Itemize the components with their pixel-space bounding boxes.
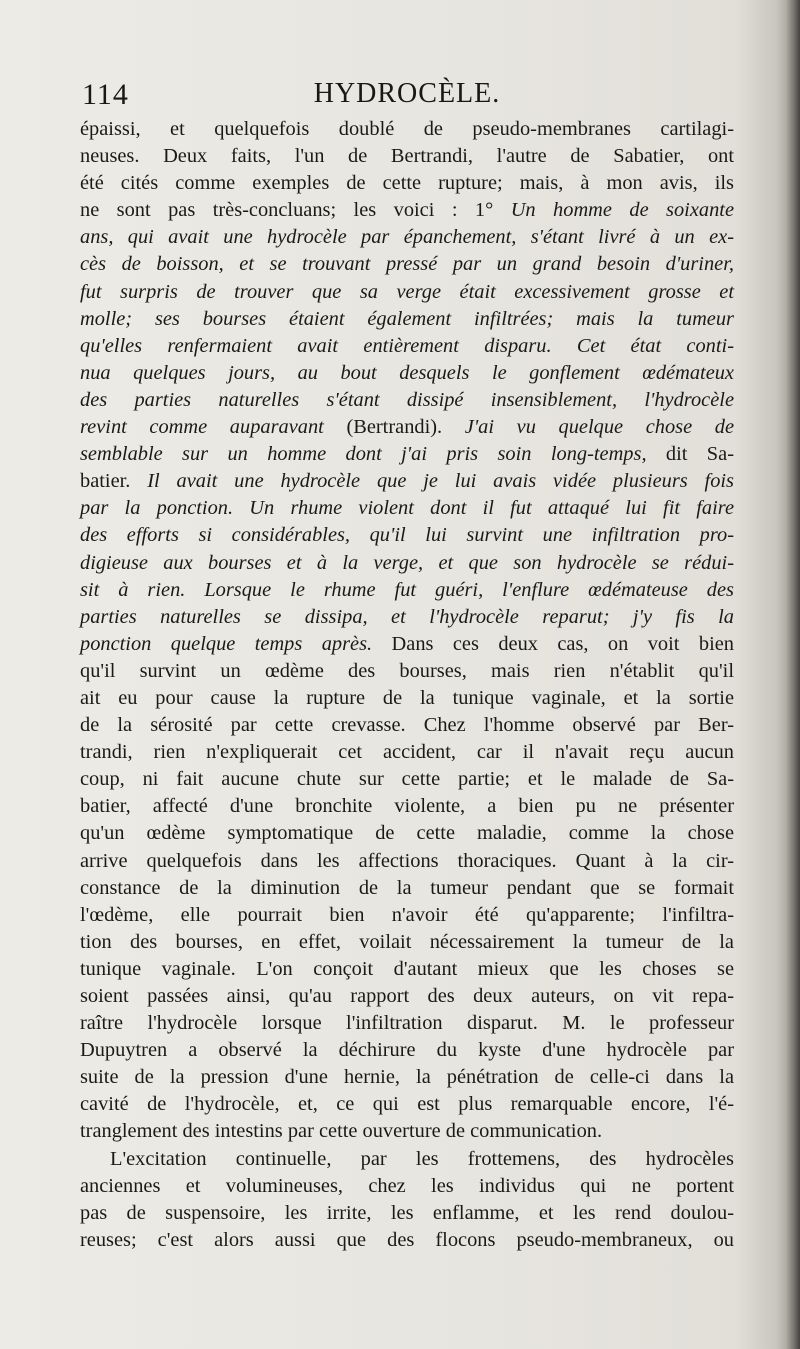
italic-text-run: Il avait une hydrocèle que je lui avais vidée plusieurs fois [147,470,734,493]
text-line [80,929,734,956]
text-line [80,875,734,902]
text-line [80,631,734,658]
text-line [80,414,734,441]
text-run: pas de suspensoire, les irrite, les enflamme, et les rend doulou- [80,1201,734,1224]
text-run: été cités comme exemples de cette rupture; mais, à mon avis, ils [80,172,734,195]
text-run: batier. [80,470,148,493]
text-line [80,468,734,495]
text-line [80,306,734,333]
text-line [80,197,734,224]
text-run: anciennes et volumineuses, chez les individus qui ne portent [80,1174,734,1197]
text-line [80,712,734,739]
text-run: l'œdème, elle pourrait bien n'avoir été qu'apparente; l'infiltra- [80,903,734,926]
text-line [80,522,734,549]
text-line [80,1091,734,1118]
page-number: 114 [82,78,129,111]
text-line [80,279,734,306]
text-line [80,658,734,685]
text-run: reuses; c'est alors aussi que des flocons pseudo-membraneux, ou [80,1228,734,1251]
text-line [80,739,734,766]
text-run: raître l'hydrocèle lorsque l'infiltration disparut. M. le professeur [80,1012,734,1035]
text-line [80,1037,734,1064]
text-line [80,793,734,820]
italic-text-run: par la ponction. Un rhume violent dont il fut attaqué lui fit faire [80,497,734,520]
text-line [80,441,734,468]
text-line [80,685,734,712]
text-line [80,820,734,847]
text-line [80,116,734,143]
text-run: batier, affecté d'une bronchite violente, a bien pu ne présenter [80,795,734,818]
text-line [80,170,734,197]
text-line [80,1118,734,1145]
text-line [80,1173,734,1200]
italic-text-run: ponction quelque temps après. [80,632,373,655]
text-line [80,333,734,360]
page-header [82,78,732,118]
text-run: de la sérosité par cette crevasse. Chez l'homme observé par Ber- [80,714,734,737]
text-line [80,983,734,1010]
text-line [80,360,734,387]
text-run: Dans ces deux cas, on voit bien [372,632,734,655]
page-gutter-shadow [786,0,800,1349]
italic-text-run: sit à rien. Lorsque le rhume fut guéri, l'enflure œdémateuse des [80,578,734,601]
italic-text-run: qu'elles renfermaient avait entièrement disparu. Cet état conti- [80,334,734,357]
italic-text-run: parties naturelles se dissipa, et l'hydrocèle reparut; j'y fis la [80,605,734,628]
text-run: ne sont pas très-concluans; les voici : 1° [80,199,511,222]
text-run: arrive quelquefois dans les affections thoraciques. Quant à la cir- [80,849,734,872]
text-run: épaissi, et quelquefois doublé de pseudo-membranes cartilagi- [80,118,734,140]
italic-text-run: Un homme de soixante [510,199,734,222]
text-line [80,1200,734,1227]
text-line [80,251,734,278]
text-run: trandi, rien n'expliquerait cet accident, car il n'avait reçu aucun [80,741,734,764]
text-run: ait eu pour cause la rupture de la tunique vaginale, et la sortie [80,686,734,709]
text-line [80,143,734,170]
text-line [80,1064,734,1091]
text-run: dit Sa- [646,443,734,466]
text-line [80,495,734,522]
text-run: neuses. Deux faits, l'un de Bertrandi, l'autre de Sabatier, ont [80,145,734,168]
italic-text-run: J'ai vu quelque chose de [464,416,734,439]
text-run: constance de la diminution de la tumeur pendant que se formait [80,876,734,899]
text-run: tranglement des intestins par cette ouverture de communication. [80,1120,603,1143]
text-line [80,387,734,414]
text-line [80,848,734,875]
text-line [80,956,734,983]
text-line [80,1146,734,1173]
italic-text-run: des parties naturelles s'étant dissipé insensiblement, l'hydrocèle [80,388,734,411]
italic-text-run: molle; ses bourses étaient également infiltrées; mais la tumeur [80,307,734,330]
text-run: soient passées ainsi, qu'au rapport des deux auteurs, on vit repa- [80,985,734,1007]
body-text [80,116,734,1254]
text-line [80,577,734,604]
italic-text-run: revint comme auparavant [80,416,324,439]
text-run: cavité de l'hydrocèle, et, ce qui est plus remarquable encore, l'é- [80,1093,734,1116]
text-run: qu'il survint un œdème des bourses, mais rien n'établit qu'il [80,659,734,682]
text-line [80,766,734,793]
text-line [80,1227,734,1254]
text-run: (Bertrandi). [323,416,465,439]
text-run: qu'un œdème symptomatique de cette maladie, comme la chose [80,822,734,845]
text-line [80,224,734,251]
text-run: tion des bourses, en effet, voilait nécessairement la tumeur de la [80,930,734,953]
italic-text-run: digieuse aux bourses et à la verge, et que son hydrocèle se rédui- [80,551,734,574]
italic-text-run: fut surpris de trouver que sa verge était excessivement grosse et [80,280,734,303]
text-run: suite de la pression d'une hernie, la pénétration de celle-ci dans la [80,1066,734,1089]
text-line [80,902,734,929]
italic-text-run: ans, qui avait une hydrocèle par épanchement, s'étant livré à un ex- [80,226,734,249]
text-line [80,550,734,577]
text-run: coup, ni fait aucune chute sur cette partie; et le malade de Sa- [80,768,734,791]
text-run: L'excitation continuelle, par les frottemens, des hydrocèles [110,1147,734,1170]
text-line [80,1010,734,1037]
italic-text-run: cès de boisson, et se trouvant pressé par un grand besoin d'uriner, [80,253,734,276]
text-run: Dupuytren a observé la déchirure du kyste d'une hydrocèle par [80,1039,734,1062]
text-line [80,604,734,631]
italic-text-run: des efforts si considérables, qu'il lui survint une infiltration pro- [80,524,734,547]
running-head: HYDROCÈLE. [313,78,501,109]
italic-text-run: nua quelques jours, au bout desquels le gonflement œdémateux [80,361,734,384]
text-run: tunique vaginale. L'on conçoit d'autant mieux que les choses se [80,957,734,980]
italic-text-run: semblable sur un homme dont j'ai pris soin long-temps, [80,443,647,466]
